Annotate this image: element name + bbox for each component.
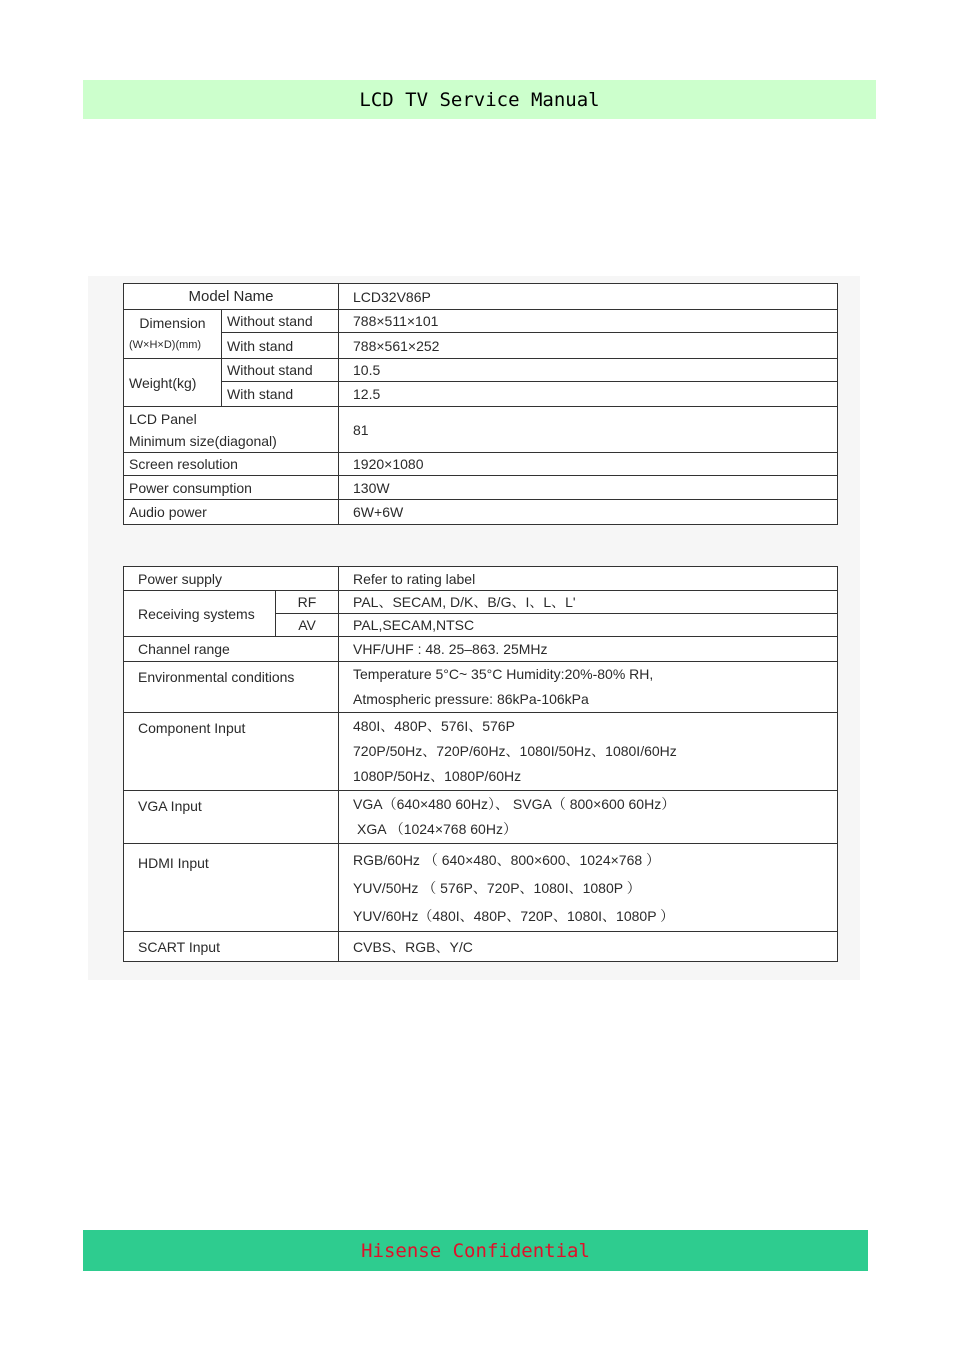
weight-label: Weight(kg)	[124, 359, 222, 407]
screen-resolution-label: Screen resolution	[124, 453, 339, 476]
component-input-line: 1080P/50Hz、1080P/60Hz	[353, 768, 522, 784]
table-row	[124, 791, 838, 844]
page-footer	[83, 1230, 868, 1271]
audio-power-value: 6W+6W	[339, 500, 838, 525]
table-row	[124, 637, 838, 662]
environmental-conditions-line: Atmospheric pressure: 86kPa-106kPa	[353, 691, 589, 707]
table-row	[124, 310, 838, 333]
weight-with-stand-value: 12.5	[339, 382, 838, 407]
table-row	[124, 476, 838, 500]
av-label: AV	[276, 614, 339, 637]
table-row	[124, 333, 838, 359]
power-supply-label: Power supply	[124, 567, 339, 591]
weight-with-stand-label: With stand	[222, 382, 339, 407]
scart-input-value: CVBS、RGB、Y/C	[339, 932, 838, 962]
spec-table-2	[123, 566, 838, 962]
table-row	[124, 932, 838, 962]
dimension-without-stand-label: Without stand	[222, 310, 339, 333]
component-input-label: Component Input	[124, 713, 339, 791]
hdmi-input-value-cell	[339, 844, 838, 932]
audio-power-label: Audio power	[124, 500, 339, 525]
lcd-panel-label-cell	[124, 407, 339, 453]
power-consumption-label: Power consumption	[124, 476, 339, 500]
component-input-line: 720P/50Hz、720P/60Hz、1080I/50Hz、1080I/60Hz	[353, 743, 677, 759]
table-row	[124, 359, 838, 382]
lcd-panel-value: 81	[339, 407, 838, 453]
table-row	[124, 382, 838, 407]
scart-input-label: SCART Input	[124, 932, 339, 962]
table-row	[124, 284, 838, 310]
table-row	[124, 844, 838, 932]
model-name-label: Model Name	[124, 284, 339, 310]
table-row	[124, 407, 838, 453]
spec-table-1	[123, 283, 838, 525]
av-value: PAL,SECAM,NTSC	[339, 614, 838, 637]
component-input-line: 480I、480P、576I、576P	[353, 718, 515, 734]
rf-value: PAL、SECAM, D/K、B/G、I、L、L'	[339, 591, 838, 614]
dimension-with-stand-value: 788×561×252	[339, 333, 838, 359]
vga-input-line: VGA（640×480 60Hz）、 SVGA（ 800×600 60Hz）	[353, 796, 676, 812]
power-consumption-value: 130W	[339, 476, 838, 500]
hdmi-input-line: YUV/50Hz （ 576P、720P、1080I、1080P ）	[353, 879, 641, 896]
receiving-systems-label: Receiving systems	[124, 591, 276, 637]
hdmi-input-line: YUV/60Hz（480I、480P、720P、1080I、1080P ）	[353, 907, 675, 924]
vga-input-label: VGA Input	[124, 791, 339, 844]
channel-range-value: VHF/UHF : 48. 25–863. 25MHz	[339, 637, 838, 662]
environmental-conditions-line: Temperature 5°C~ 35°C Humidity:20%-80% RH,	[353, 666, 654, 682]
table-row	[124, 591, 838, 614]
dimension-with-stand-label: With stand	[222, 333, 339, 359]
dimension-unit: (W×H×D)(mm)	[129, 339, 202, 351]
power-supply-value: Refer to rating label	[339, 567, 838, 591]
vga-input-value-cell	[339, 791, 838, 844]
rf-label: RF	[276, 591, 339, 614]
footer-confidential-text: Hisense Confidential	[361, 1239, 590, 1262]
lcd-panel-label: LCD Panel	[129, 410, 197, 427]
vga-input-line: XGA （1024×768 60Hz）	[357, 821, 517, 837]
table-row	[124, 662, 838, 713]
screen-resolution-value: 1920×1080	[339, 453, 838, 476]
table-row	[124, 713, 838, 791]
environmental-conditions-value-cell	[339, 662, 838, 713]
dimension-label-cell	[124, 310, 222, 359]
dimension-label: Dimension	[139, 315, 206, 331]
table-row	[124, 453, 838, 476]
model-name-value: LCD32V86P	[339, 284, 838, 310]
hdmi-input-label: HDMI Input	[124, 844, 339, 932]
table-row	[124, 500, 838, 525]
weight-without-stand-value: 10.5	[339, 359, 838, 382]
header-title: LCD TV Service Manual	[359, 88, 600, 111]
environmental-conditions-label: Environmental conditions	[124, 662, 339, 713]
table-row	[124, 567, 838, 591]
lcd-panel-size-label: Minimum size(diagonal)	[129, 432, 277, 449]
weight-without-stand-label: Without stand	[222, 359, 339, 382]
channel-range-label: Channel range	[124, 637, 339, 662]
component-input-value-cell	[339, 713, 838, 791]
page-header	[83, 80, 876, 119]
dimension-without-stand-value: 788×511×101	[339, 310, 838, 333]
hdmi-input-line: RGB/60Hz （ 640×480、800×600、1024×768 ）	[353, 851, 661, 868]
